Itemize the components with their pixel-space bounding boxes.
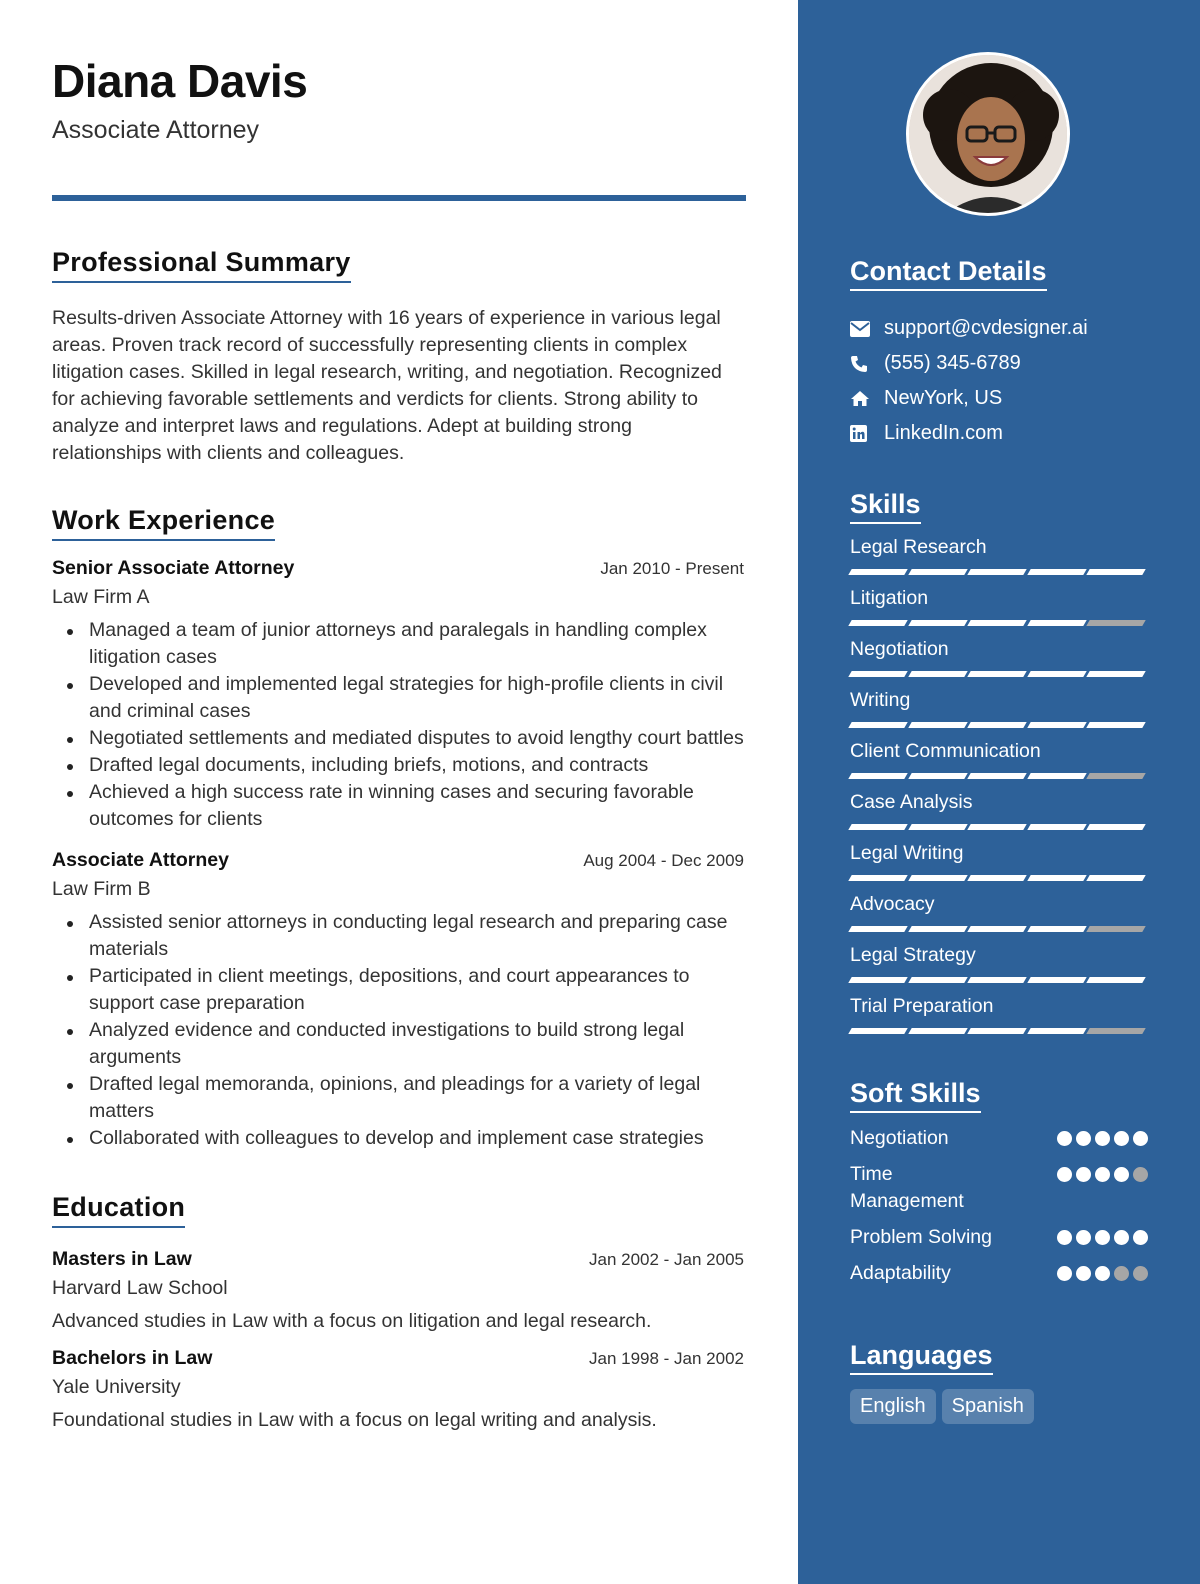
soft-skill-name: Time Management [850, 1163, 964, 1212]
skill-level-segment [1087, 722, 1146, 728]
skills-heading: Skills [850, 489, 921, 524]
job-bullet: Managed a team of junior attorneys and paralegals in handling complex litigation cases [52, 617, 744, 671]
school-name: Harvard Law School [52, 1277, 228, 1299]
skill-level-bars [850, 773, 1148, 779]
skill-level-segment [908, 875, 967, 881]
skill-item [850, 689, 1148, 728]
rating-dot [1133, 1266, 1148, 1281]
skill-level-segment [908, 926, 967, 932]
skill-level-segment [1087, 671, 1146, 677]
job-bullet: Assisted senior attorneys in conducting legal research and preparing case materials [52, 909, 744, 963]
degree-title: Bachelors in Law [52, 1347, 213, 1369]
skill-level-segment [1087, 620, 1146, 626]
rating-dot [1076, 1230, 1091, 1245]
skill-level-segment [1027, 569, 1086, 575]
skill-level-bars [850, 875, 1148, 881]
skill-item [850, 893, 1148, 932]
skill-name: Legal Research [850, 536, 987, 558]
degree-title: Masters in Law [52, 1248, 192, 1270]
rating-dot [1133, 1131, 1148, 1146]
skill-level-segment [1027, 620, 1086, 626]
skill-level-segment [1087, 569, 1146, 575]
skill-item [850, 638, 1148, 677]
skill-level-segment [967, 977, 1026, 983]
job-date: Aug 2004 - Dec 2009 [583, 851, 744, 870]
skill-level-segment [1087, 773, 1146, 779]
education-entry [52, 1248, 744, 1333]
skill-level-segment [848, 671, 907, 677]
job-title: Associate Attorney [52, 849, 229, 871]
languages-list [850, 1389, 1148, 1424]
language-chip: Spanish [942, 1389, 1034, 1424]
soft-skill-rating [1053, 1167, 1148, 1182]
skill-level-segment [967, 722, 1026, 728]
skill-level-bars [850, 620, 1148, 626]
skill-level-segment [967, 671, 1026, 677]
skill-item [850, 995, 1148, 1034]
rating-dot [1095, 1266, 1110, 1281]
skill-name: Case Analysis [850, 791, 973, 813]
skill-level-segment [967, 569, 1026, 575]
contact-heading: Contact Details [850, 256, 1047, 291]
skill-level-segment [908, 824, 967, 830]
soft-skill-rating [1053, 1266, 1148, 1281]
skill-level-segment [1027, 875, 1086, 881]
phone-icon [850, 353, 884, 375]
job-bullet: Developed and implemented legal strategies for high-profile clients in civil and criminal cases [52, 671, 744, 725]
skill-level-segment [848, 569, 907, 575]
education-entry [52, 1347, 744, 1432]
skill-level-segment [908, 569, 967, 575]
skill-level-segment [908, 671, 967, 677]
skill-level-segment [1027, 773, 1086, 779]
skill-level-segment [908, 722, 967, 728]
contact-linkedin[interactable] [850, 416, 1148, 451]
soft-skill-item [850, 1161, 1148, 1215]
skill-level-segment [908, 977, 967, 983]
skill-level-segment [967, 620, 1026, 626]
skill-level-segment [848, 926, 907, 932]
skill-level-segment [967, 926, 1026, 932]
job-bullets [52, 617, 744, 833]
skill-level-segment [848, 824, 907, 830]
skills-list [850, 536, 1148, 1034]
skill-name: Negotiation [850, 638, 949, 660]
envelope-icon [850, 318, 884, 340]
header-divider [52, 195, 746, 201]
soft-skill-name: Negotiation [850, 1127, 949, 1149]
rating-dot [1076, 1131, 1091, 1146]
skill-level-bars [850, 569, 1148, 575]
job-bullet: Achieved a high success rate in winning cases and securing favorable outcomes for clients [52, 779, 744, 833]
job-bullet: Negotiated settlements and mediated disputes to avoid lengthy court battles [52, 725, 744, 752]
profile-photo [906, 52, 1070, 216]
job-company: Law Firm A [52, 586, 150, 608]
rating-dot [1076, 1167, 1091, 1182]
job-bullet: Collaborated with colleagues to develop and implement case strategies [52, 1125, 744, 1152]
skill-level-segment [1027, 926, 1086, 932]
skill-level-segment [1087, 1028, 1146, 1034]
skill-level-segment [1087, 926, 1146, 932]
skill-level-bars [850, 926, 1148, 932]
rating-dot [1057, 1266, 1072, 1281]
education-date: Jan 1998 - Jan 2002 [588, 1349, 744, 1368]
candidate-name: Diana Davis [52, 55, 308, 107]
skill-level-segment [1087, 875, 1146, 881]
skill-level-segment [1027, 722, 1086, 728]
location-text: NewYork, US [884, 387, 1003, 409]
linkedin-icon [850, 423, 884, 445]
job-bullet: Analyzed evidence and conducted investigations to build strong legal arguments [52, 1017, 744, 1071]
skill-level-segment [908, 620, 967, 626]
soft-skill-item [850, 1260, 1148, 1287]
skill-level-segment [1027, 977, 1086, 983]
email-text: support@cvdesigner.ai [884, 317, 1088, 339]
skill-name: Legal Writing [850, 842, 964, 864]
skill-item [850, 587, 1148, 626]
skill-item [850, 842, 1148, 881]
skill-level-segment [848, 875, 907, 881]
education-date: Jan 2002 - Jan 2005 [588, 1250, 744, 1269]
skill-level-bars [850, 977, 1148, 983]
skill-level-segment [848, 773, 907, 779]
skill-level-segment [967, 824, 1026, 830]
rating-dot [1095, 1230, 1110, 1245]
job-bullets [52, 909, 744, 1152]
skill-level-segment [967, 875, 1026, 881]
skill-name: Client Communication [850, 740, 1041, 762]
job-entry [52, 849, 744, 1152]
soft-skill-item [850, 1224, 1148, 1251]
soft-skill-name: Problem Solving [850, 1226, 992, 1248]
soft-skill-name: Adaptability [850, 1262, 951, 1284]
language-chip: English [850, 1389, 936, 1424]
skill-level-segment [908, 773, 967, 779]
job-entry [52, 557, 744, 833]
job-bullet: Drafted legal memoranda, opinions, and pleadings for a variety of legal matters [52, 1071, 744, 1125]
sidebar [798, 0, 1200, 1584]
skill-name: Litigation [850, 587, 929, 609]
skill-item [850, 944, 1148, 983]
education-heading: Education [52, 1192, 185, 1228]
job-date: Jan 2010 - Present [600, 559, 744, 578]
linkedin-text: LinkedIn.com [884, 422, 1003, 444]
rating-dot [1057, 1131, 1072, 1146]
education-description: Foundational studies in Law with a focus on legal writing and analysis. [52, 1409, 657, 1431]
skill-name: Legal Strategy [850, 944, 976, 966]
soft-skills-heading: Soft Skills [850, 1078, 981, 1113]
rating-dot [1076, 1266, 1091, 1281]
summary-text: Results-driven Associate Attorney with 16 years of experience in various legal areas. Proven track record of successfully representing clients in complex litigation cases. Skilled in legal research, writing, and negotiation. Recognized for achieving favorable settlements and verdicts for clients. Strong ability to analyze and interpret laws and regulations. Adept at building strong relationships with clients and colleagues. [52, 307, 722, 464]
skill-level-segment [1027, 1028, 1086, 1034]
rating-dot [1114, 1266, 1129, 1281]
skill-item [850, 536, 1148, 575]
rating-dot [1095, 1131, 1110, 1146]
skill-item [850, 740, 1148, 779]
skill-level-segment [1027, 671, 1086, 677]
skill-level-bars [850, 1028, 1148, 1034]
job-bullet: Participated in client meetings, depositions, and court appearances to support case preparation [52, 963, 744, 1017]
skill-level-segment [1027, 824, 1086, 830]
candidate-role: Associate Attorney [52, 116, 260, 144]
phone-text: (555) 345-6789 [884, 352, 1021, 374]
soft-skill-item [850, 1125, 1148, 1152]
school-name: Yale University [52, 1376, 181, 1398]
contact-phone[interactable] [850, 346, 1148, 381]
job-company: Law Firm B [52, 878, 151, 900]
skill-level-segment [1087, 977, 1146, 983]
skill-level-segment [967, 773, 1026, 779]
skill-level-bars [850, 824, 1148, 830]
work-heading: Work Experience [52, 505, 275, 541]
education-description: Advanced studies in Law with a focus on litigation and legal research. [52, 1310, 652, 1332]
rating-dot [1057, 1167, 1072, 1182]
skill-name: Advocacy [850, 893, 935, 915]
rating-dot [1133, 1230, 1148, 1245]
skill-level-bars [850, 722, 1148, 728]
soft-skills-list [850, 1125, 1148, 1287]
rating-dot [1095, 1167, 1110, 1182]
rating-dot [1114, 1167, 1129, 1182]
rating-dot [1114, 1230, 1129, 1245]
skill-level-segment [908, 1028, 967, 1034]
job-bullet: Drafted legal documents, including briefs, motions, and contracts [52, 752, 744, 779]
skill-level-segment [848, 1028, 907, 1034]
summary-heading: Professional Summary [52, 247, 351, 283]
languages-heading: Languages [850, 1340, 993, 1375]
skill-level-bars [850, 671, 1148, 677]
skill-level-segment [848, 977, 907, 983]
contact-list [850, 311, 1148, 451]
skill-name: Trial Preparation [850, 995, 994, 1017]
rating-dot [1114, 1131, 1129, 1146]
skill-level-segment [848, 620, 907, 626]
rating-dot [1133, 1167, 1148, 1182]
skill-level-segment [967, 1028, 1026, 1034]
skill-level-segment [1087, 824, 1146, 830]
home-icon [850, 388, 884, 410]
contact-location [850, 381, 1148, 416]
skill-name: Writing [850, 689, 911, 711]
contact-email[interactable] [850, 311, 1148, 346]
soft-skill-rating [1053, 1230, 1148, 1245]
rating-dot [1057, 1230, 1072, 1245]
skill-level-segment [848, 722, 907, 728]
job-title: Senior Associate Attorney [52, 557, 295, 579]
avatar-icon [909, 55, 1070, 216]
soft-skill-rating [1053, 1131, 1148, 1146]
skill-item [850, 791, 1148, 830]
